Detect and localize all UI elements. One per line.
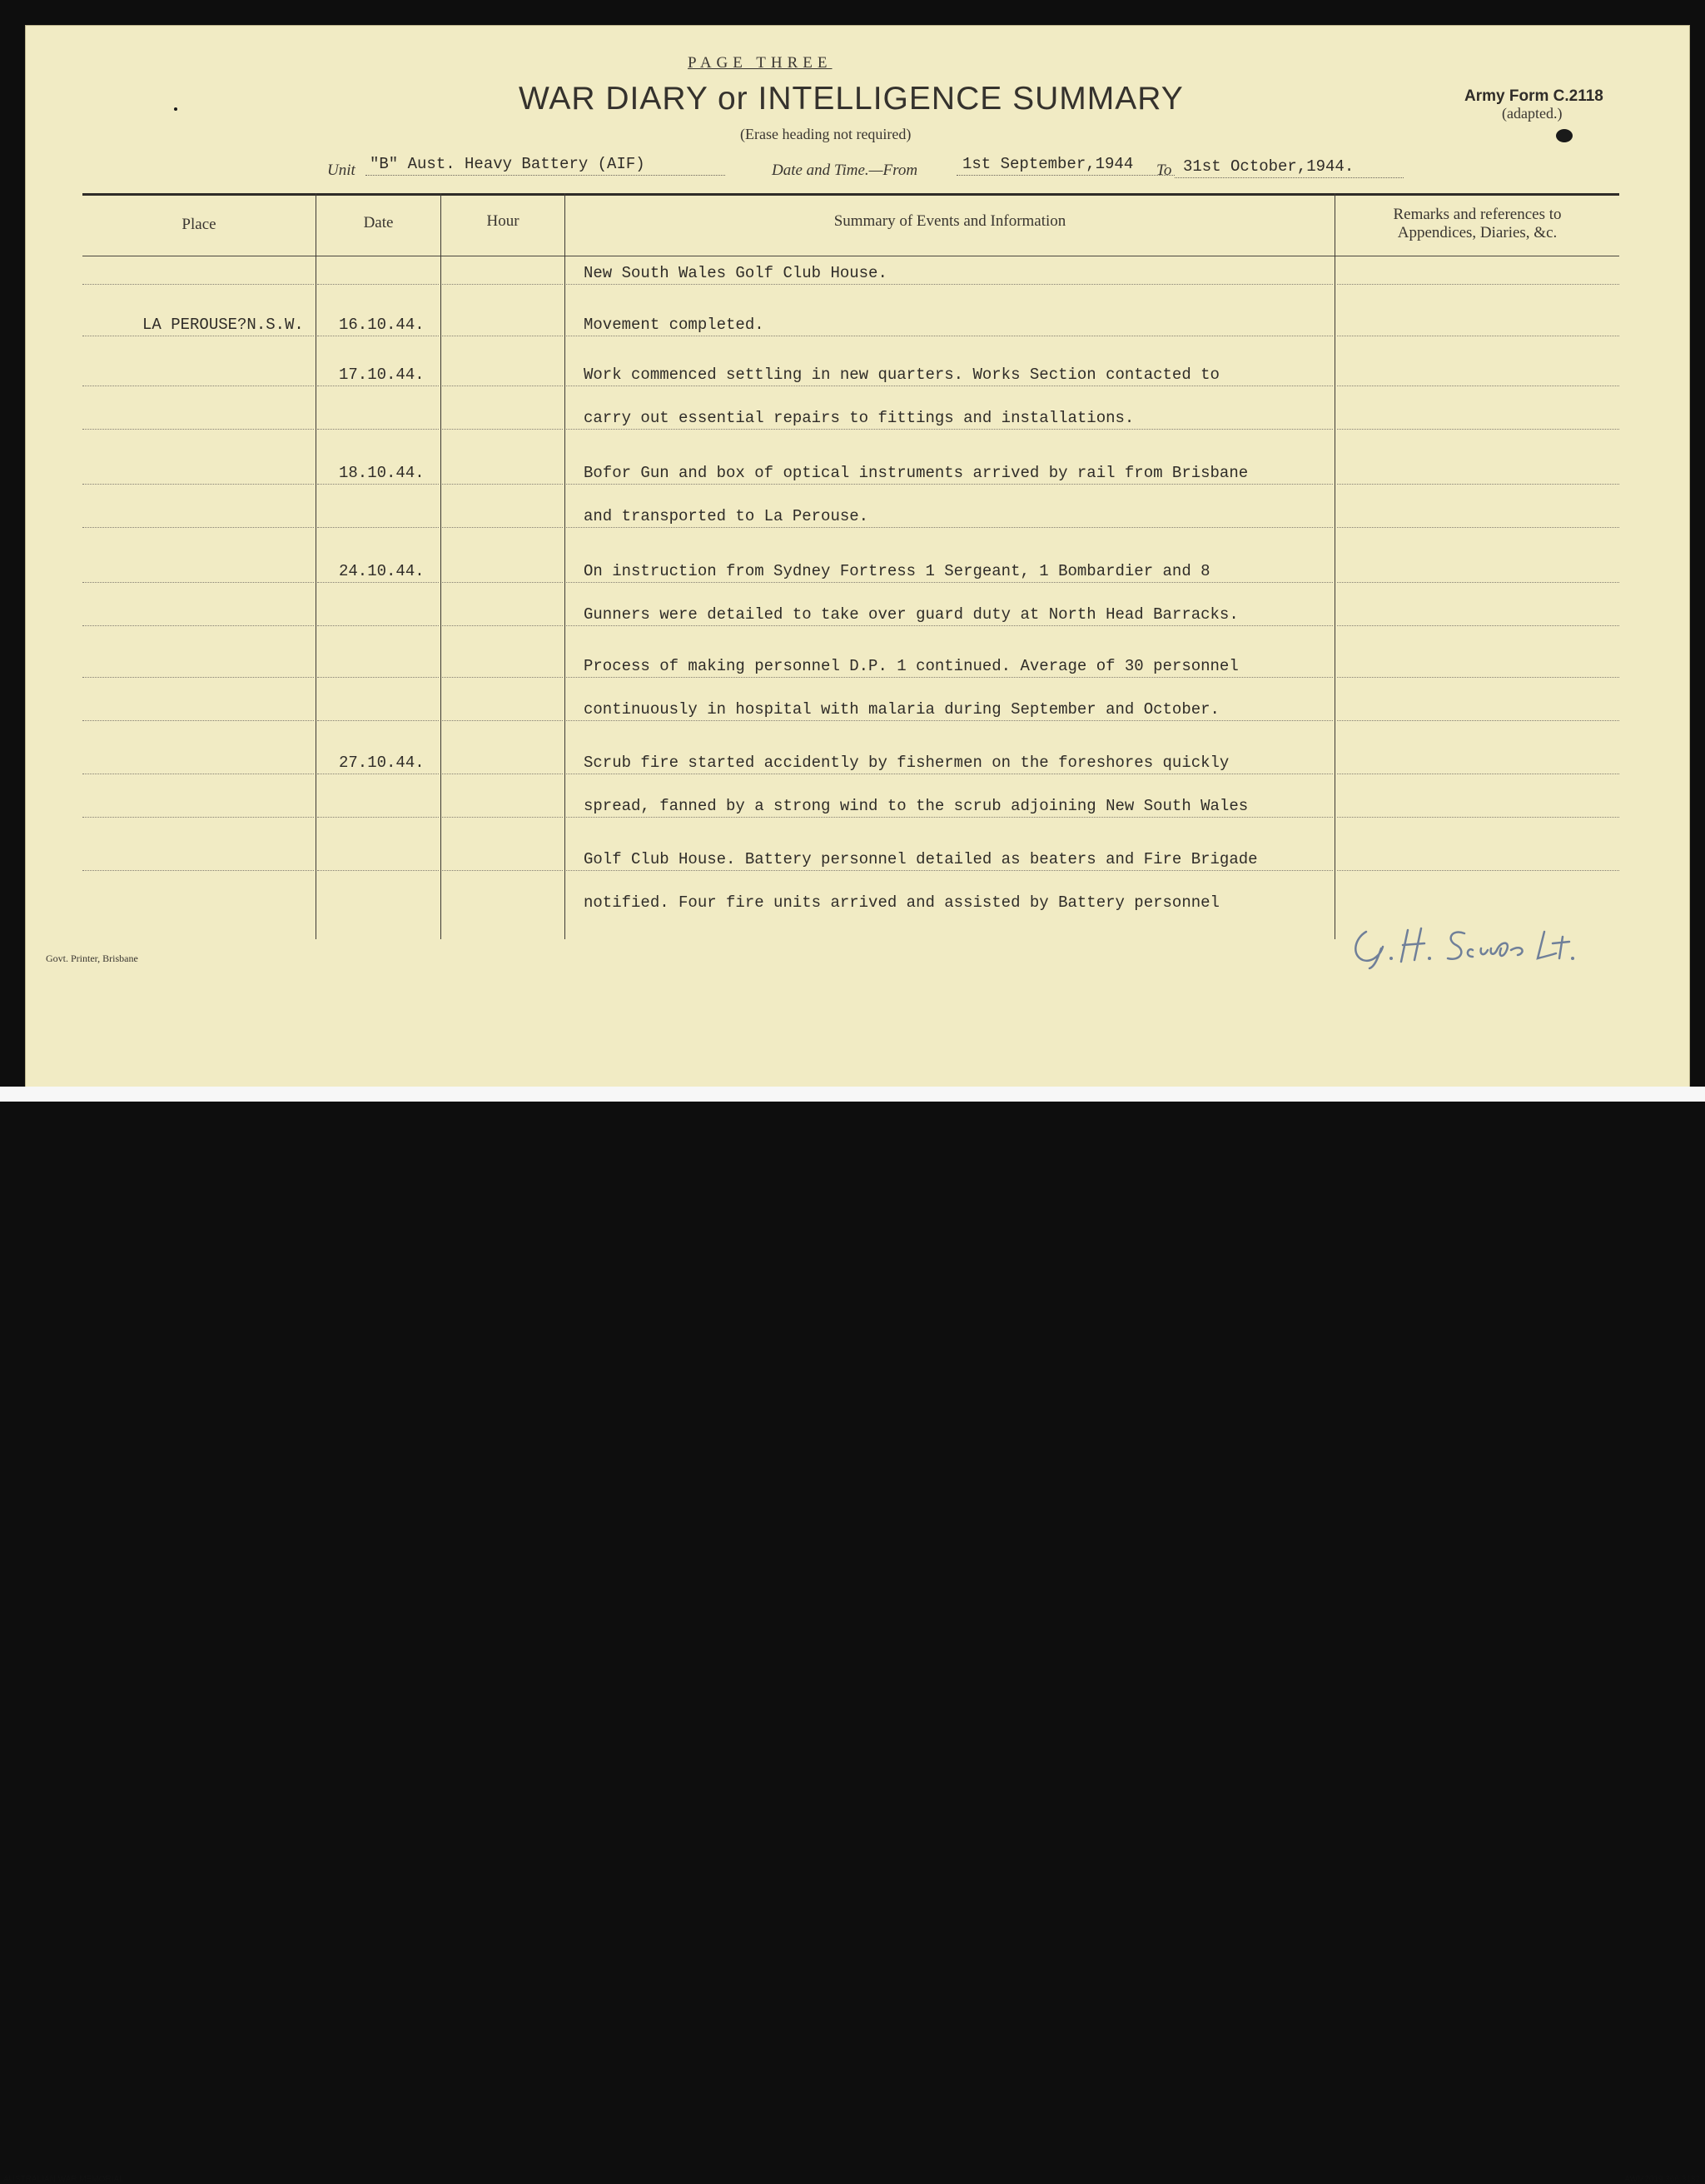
entry-date: 18.10.44. <box>339 464 425 482</box>
row-rule <box>317 870 439 871</box>
ink-speck <box>174 107 177 111</box>
row-rule <box>1337 625 1619 626</box>
row-rule <box>566 870 1333 871</box>
row-rule <box>1337 582 1619 583</box>
entry-summary: Process of making personnel D.P. 1 continued. Average of 30 personnel <box>584 657 1239 675</box>
column-header-date: Date <box>363 214 394 231</box>
entry-summary: continuously in hospital with malaria during September and October. <box>584 700 1220 719</box>
row-rule <box>566 677 1333 678</box>
row-rule <box>442 484 563 485</box>
date-time-label: Date and Time.—From <box>772 162 918 179</box>
row-rule <box>317 625 439 626</box>
row-rule <box>317 429 439 430</box>
to-date-value: 31st October,1944. <box>1183 157 1355 176</box>
table-top-rule <box>82 193 1619 196</box>
page-label: PAGE THREE <box>688 54 833 72</box>
row-rule <box>566 429 1333 430</box>
row-rule <box>82 677 314 678</box>
to-label: To <box>1156 162 1172 179</box>
to-underline <box>1175 177 1404 178</box>
archive-credit: AUSTRALIAN WAR MEMORIAL <box>3 2175 124 2184</box>
remarks-header-line-1: Remarks and references to <box>1393 206 1562 223</box>
row-rule <box>442 677 563 678</box>
row-rule <box>317 720 439 721</box>
row-rule <box>566 582 1333 583</box>
row-rule <box>1337 284 1619 285</box>
row-rule <box>82 484 314 485</box>
column-header-remarks <box>1335 206 1619 242</box>
army-form-number: Army Form C.2118 <box>1464 87 1603 105</box>
from-date-value: 1st September,1944 <box>962 155 1134 173</box>
ink-blot <box>1556 129 1573 142</box>
row-rule <box>1337 677 1619 678</box>
entry-date: 16.10.44. <box>339 316 425 334</box>
form-title: WAR DIARY or INTELLIGENCE SUMMARY <box>519 81 1184 117</box>
entry-summary: carry out essential repairs to fittings and installations. <box>584 409 1135 427</box>
entry-summary: New South Wales Golf Club House. <box>584 264 887 282</box>
row-rule <box>82 817 314 818</box>
unit-underline <box>365 175 725 176</box>
entry-summary: spread, fanned by a strong wind to the scrub adjoining New South Wales <box>584 797 1249 815</box>
row-rule <box>442 817 563 818</box>
row-rule <box>1337 870 1619 871</box>
entry-summary: Bofor Gun and box of optical instruments arrived by rail from Brisbane <box>584 464 1249 482</box>
row-rule <box>317 527 439 528</box>
entry-summary: and transported to La Perouse. <box>584 507 869 525</box>
row-rule <box>566 284 1333 285</box>
entry-summary: On instruction from Sydney Fortress 1 Sergeant, 1 Bombardier and 8 <box>584 562 1210 580</box>
entry-summary: notified. Four fire units arrived and assisted by Battery personnel <box>584 893 1220 912</box>
erase-heading-note: (Erase heading not required) <box>740 126 912 142</box>
row-rule <box>317 484 439 485</box>
printer-imprint: Govt. Printer, Brisbane <box>46 953 138 964</box>
from-underline <box>957 175 1175 176</box>
row-rule <box>566 817 1333 818</box>
row-rule <box>566 625 1333 626</box>
unit-label: Unit <box>327 162 355 179</box>
row-rule <box>442 625 563 626</box>
row-rule <box>1337 720 1619 721</box>
row-rule <box>566 720 1333 721</box>
row-rule <box>82 527 314 528</box>
row-rule <box>442 429 563 430</box>
row-rule <box>442 870 563 871</box>
row-rule <box>1337 817 1619 818</box>
entry-summary: Golf Club House. Battery personnel detailed as beaters and Fire Brigade <box>584 850 1258 868</box>
row-rule <box>82 720 314 721</box>
row-rule <box>82 625 314 626</box>
row-rule <box>566 484 1333 485</box>
column-header-summary: Summary of Events and Information <box>833 212 1066 230</box>
entry-place: LA PEROUSE?N.S.W. <box>142 316 304 334</box>
row-rule <box>1337 484 1619 485</box>
remarks-header-line-2: Appendices, Diaries, &c. <box>1397 224 1558 241</box>
row-rule <box>317 582 439 583</box>
entry-date: 27.10.44. <box>339 754 425 772</box>
row-rule <box>82 284 314 285</box>
row-rule <box>442 527 563 528</box>
handwritten-signature <box>1348 907 1631 973</box>
row-rule <box>566 527 1333 528</box>
row-rule <box>442 284 563 285</box>
row-rule <box>442 720 563 721</box>
archive-reference: AWM2019.366.3182 <box>1624 2175 1700 2184</box>
row-rule <box>1337 429 1619 430</box>
army-form-note: (adapted.) <box>1502 105 1563 122</box>
row-rule <box>82 870 314 871</box>
war-diary-sheet <box>25 25 1690 1088</box>
unit-value: "B" Aust. Heavy Battery (AIF) <box>370 155 645 173</box>
entry-summary: Scrub fire started accidently by fishermen on the foreshores quickly <box>584 754 1230 772</box>
row-rule <box>317 817 439 818</box>
entry-summary: Movement completed. <box>584 316 764 334</box>
row-rule <box>82 429 314 430</box>
entry-date: 24.10.44. <box>339 562 425 580</box>
column-divider-hour <box>564 193 565 939</box>
column-header-place: Place <box>181 216 216 233</box>
entry-date: 17.10.44. <box>339 366 425 384</box>
column-divider-date <box>440 193 441 939</box>
archive-footer-strip <box>0 1087 1705 2184</box>
row-rule <box>82 582 314 583</box>
column-header-hour: Hour <box>486 212 519 230</box>
row-rule <box>1337 527 1619 528</box>
entry-summary: Work commenced settling in new quarters. Works Section contacted to <box>584 366 1220 384</box>
entry-summary: Gunners were detailed to take over guard duty at North Head Barracks. <box>584 605 1239 624</box>
row-rule <box>317 677 439 678</box>
row-rule <box>317 284 439 285</box>
row-rule <box>442 582 563 583</box>
